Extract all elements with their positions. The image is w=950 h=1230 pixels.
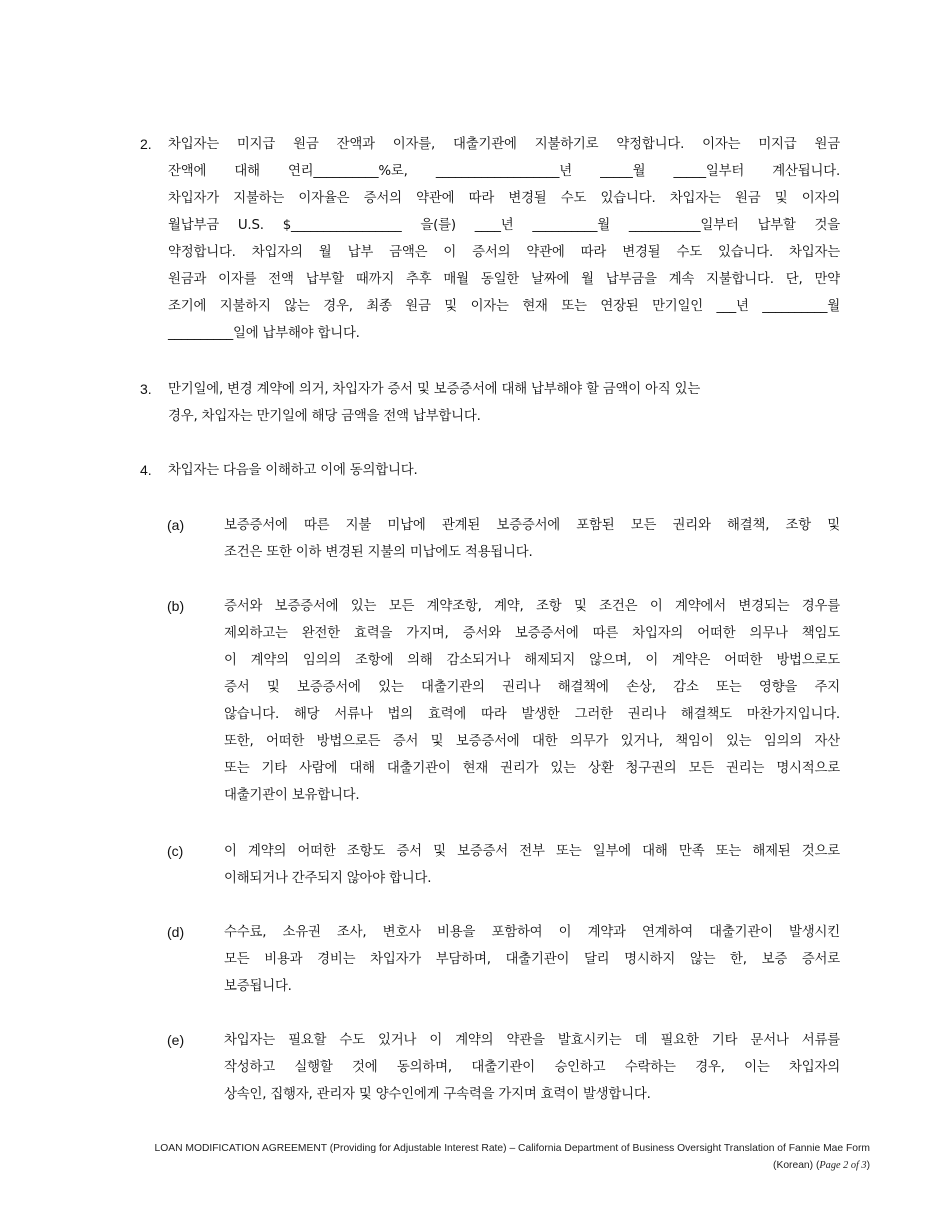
paragraph-body (168, 131, 840, 347)
footer-page-info (90, 1157, 870, 1174)
text-line: 증서와 보증증서에 있는 모든 계약조항, 계약, 조항 및 조건은 이 계약에서 변경되는 경우를 (224, 599, 840, 614)
text-line: 상속인, 집행자, 관리자 및 양수인에게 구속력을 가지며 효력이 발생합니다. (224, 1087, 651, 1102)
text-line: 대출기관이 보유합니다. (224, 788, 360, 803)
text-line: 보증증서에 따른 지불 미납에 관계된 보증증서에 포함된 모든 권리와 해결책, 조항 및 (224, 518, 840, 533)
text-line: 보증됩니다. (224, 979, 292, 994)
text-line: 모든 비용과 경비는 차입자가 부담하며, 대출기관이 달리 명시하지 않는 한, 보증 증서로 (224, 952, 840, 967)
text-line: 이 계약의 어떠한 조항도 증서 및 보증증서 전부 또는 일부에 대해 만족 또는 해제된 것으로 (224, 844, 840, 859)
text-line: 잔액에 대해 연리__________%로, ___________________년 _____월 _____일부터 계산됩니다. (168, 164, 840, 179)
text-line: 조건은 또한 이하 변경된 지불의 미납에도 적용됩니다. (224, 545, 533, 560)
subitem-label: (c) (167, 843, 184, 859)
text-line: 약정합니다. 차입자의 월 납부 금액은 이 증서의 약관에 따라 변경될 수도 있습니다. 차입자는 (168, 245, 840, 260)
text-line: 작성하고 실행할 것에 동의하며, 대출기관이 승인하고 수락하는 경우, 이는 차입자의 (224, 1060, 840, 1075)
page-number: Page 2 of 3 (819, 1160, 867, 1171)
footer-close-paren: ) (866, 1160, 870, 1171)
subitem-label: (d) (167, 924, 185, 940)
text-line: 차입자가 지불하는 이자율은 증서의 약관에 따라 변경될 수도 있습니다. 차입자는 원금 및 이자의 (168, 191, 840, 206)
subitem-body (224, 838, 840, 892)
text-line: 경우, 차입자는 만기일에 해당 금액을 전액 납부합니다. (168, 409, 481, 424)
text-line: 차입자는 다음을 이해하고 이에 동의합니다. (168, 463, 418, 478)
paragraph-number: 3. (140, 381, 152, 397)
text-line: 제외하고는 완전한 효력을 가지며, 증서와 보증증서에 따른 차입자의 어떠한 의무나 책임도 (224, 626, 840, 641)
text-line: 또는 기타 사람에 대해 대출기관이 현재 권리가 있는 상환 청구권의 모든 권리는 명시적으로 (224, 761, 840, 776)
text-line: 이 계약의 임의의 조항에 의해 감소되거나 해제되지 않으며, 이 계약은 어떠한 방법으로도 (224, 653, 840, 668)
text-line: 차입자는 미지급 원금 잔액과 이자를, 대출기관에 지불하기로 약정합니다. 이자는 미지급 원금 (168, 137, 840, 152)
subitem-label: (b) (167, 598, 185, 614)
subitem-body (224, 593, 840, 809)
text-line: 월납부금 U.S. $_________________ 을(를) ____년 __________월 ___________일부터 납부할 것을 (168, 218, 840, 233)
text-line: 또한, 어떠한 방법으로든 증서 및 보증증서에 대한 의무가 있거나, 책임이 있는 임의의 자산 (224, 734, 840, 749)
text-line: __________일에 납부해야 합니다. (168, 326, 360, 341)
text-line: 수수료, 소유권 조사, 변호사 비용을 포함하여 이 계약과 연계하여 대출기관이 발생시킨 (224, 925, 840, 940)
footer-language: (Korean) ( (773, 1160, 820, 1171)
text-line: 차입자는 필요할 수도 있거나 이 계약의 약관을 발효시키는 데 필요한 기타 문서나 서류를 (224, 1033, 840, 1048)
text-line: 조기에 지불하지 않는 경우, 최종 원금 및 이자는 현재 또는 연장된 만기일인 ___년 __________월 (168, 299, 840, 314)
subitem-label: (a) (167, 517, 185, 533)
paragraph-number: 4. (140, 462, 152, 478)
subitem-body (224, 1027, 840, 1108)
text-line: 만기일에, 변경 계약에 의거, 차입자가 증서 및 보증증서에 대해 납부해야 할 금액이 아직 있는 (168, 382, 701, 397)
text-line: 않습니다. 해당 서류나 법의 효력에 따라 발생한 그러한 권리나 해결책도 마찬가지입니다. (224, 707, 840, 722)
paragraph-body (168, 457, 840, 484)
page-footer (90, 1140, 870, 1174)
text-line: 이해되거나 간주되지 않아야 합니다. (224, 871, 432, 886)
subitem-body (224, 512, 840, 566)
paragraph-body (168, 376, 840, 430)
paragraph-number: 2. (140, 136, 152, 152)
text-line: 원금과 이자를 전액 납부할 때까지 추후 매월 동일한 날짜에 월 납부금을 계속 지불합니다. 단, 만약 (168, 272, 840, 287)
subitem-label: (e) (167, 1032, 185, 1048)
text-line: 증서 및 보증증서에 있는 대출기관의 권리나 해결책에 손상, 감소 또는 영향을 주지 (224, 680, 840, 695)
subitem-body (224, 919, 840, 1000)
footer-form-title: LOAN MODIFICATION AGREEMENT (Providing for Adjustable Interest Rate) – California Department of Business Oversight Translation of Fannie Mae Form (154, 1143, 870, 1154)
